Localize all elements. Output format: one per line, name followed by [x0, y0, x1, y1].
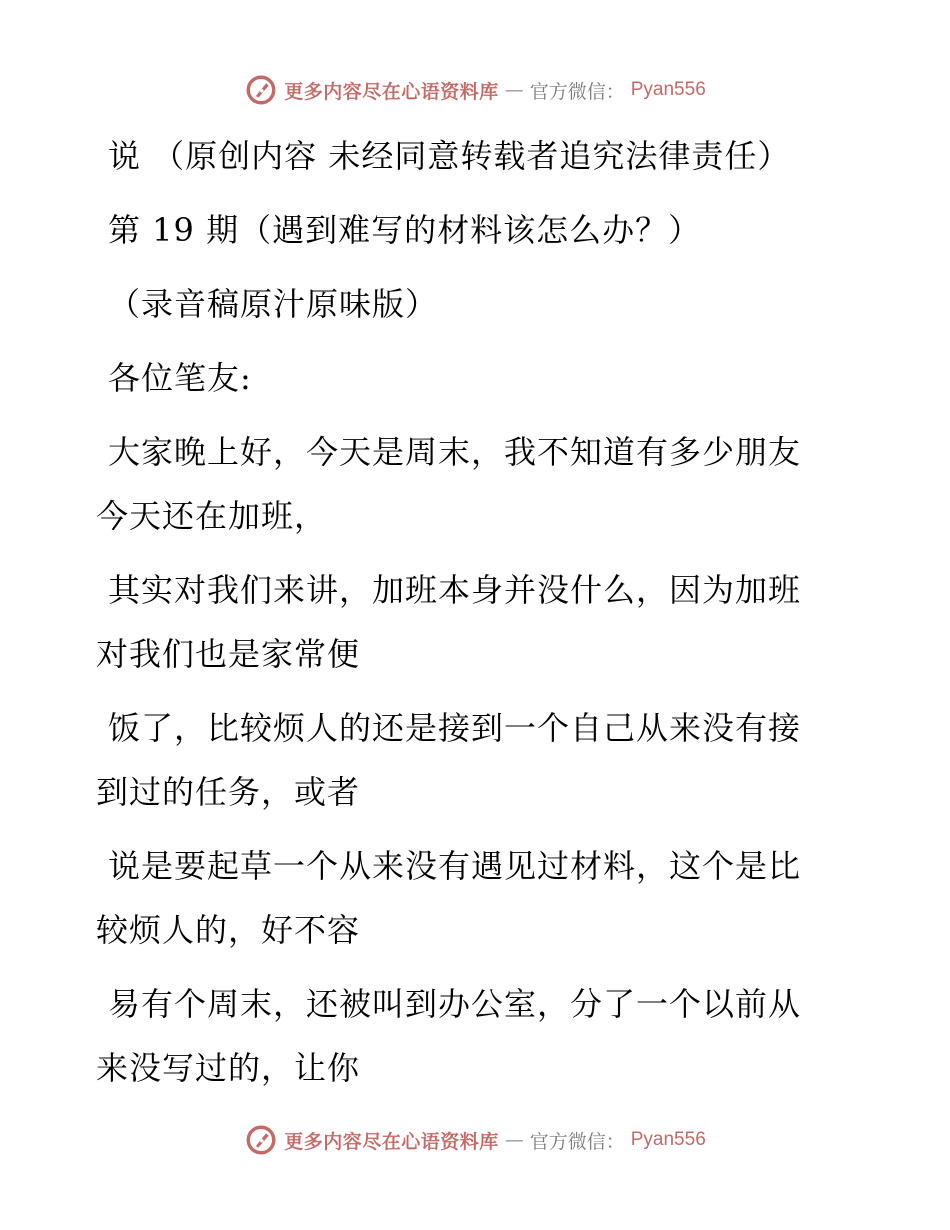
watermark-separator: — [504, 79, 524, 101]
text-line: 来没写过的，让你 [96, 1049, 361, 1087]
footer-watermark [0, 1120, 950, 1160]
pen-nib-circle-icon [244, 1123, 278, 1157]
text-line: 到过的任务，或者 [96, 773, 361, 811]
watermark-separator: — [504, 1129, 524, 1151]
text-line: 对我们也是家常便 [96, 635, 361, 673]
text-line: 第 19 期（遇到难写的材料该怎么办？） [108, 211, 702, 249]
watermark-brand-text: 更多内容尽在心语资料库 [284, 1130, 499, 1153]
text-line: （录音稿原汁原味版） [108, 285, 439, 323]
watermark-brand-text: 更多内容尽在心语资料库 [284, 80, 499, 103]
watermark-label: 官方微信： [529, 80, 625, 103]
text-line: 大家晚上好，今天是周末，我不知道有多少朋友 [108, 433, 802, 471]
watermark-wechat-id: Pyan556 [630, 79, 706, 100]
document-body [96, 120, 836, 1100]
text-line: 说 （原创内容 未经同意转载者追究法律责任） [108, 137, 791, 175]
text-line: 各位笔友: [108, 359, 252, 397]
header-watermark [0, 70, 950, 110]
text-line: 说是要起草一个从来没有遇见过材料，这个是比 [108, 847, 802, 885]
text-line: 今天还在加班， [96, 497, 328, 535]
text-line: 饭了，比较烦人的还是接到一个自己从来没有接 [108, 709, 802, 747]
watermark-wechat-id: Pyan556 [630, 1129, 706, 1150]
text-line: 易有个周末，还被叫到办公室，分了一个以前从 [108, 985, 802, 1023]
text-line: 其实对我们来讲，加班本身并没什么，因为加班 [108, 571, 802, 609]
pen-nib-circle-icon [244, 73, 278, 107]
text-line: 较烦人的，好不容 [96, 911, 361, 949]
watermark-label: 官方微信： [529, 1130, 625, 1153]
